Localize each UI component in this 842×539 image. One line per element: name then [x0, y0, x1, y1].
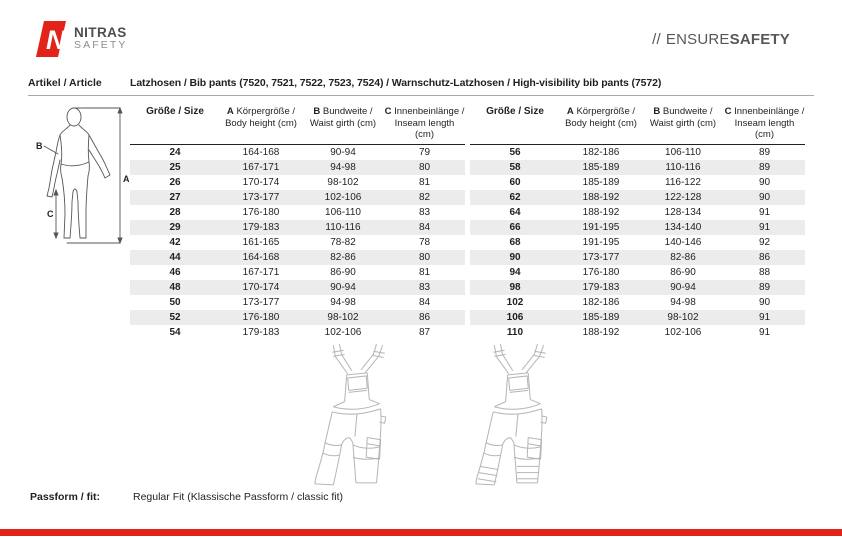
- size-table-row: [130, 250, 465, 265]
- inseam-cell: 84: [418, 296, 431, 308]
- header-de: Bundweite /: [662, 106, 713, 117]
- size-cell: 60: [509, 176, 521, 188]
- waist-girth-cell: 86-90: [670, 266, 696, 278]
- size-cell: 44: [169, 251, 181, 263]
- inseam-cell: 89: [758, 161, 771, 173]
- body-height-cell: 185-189: [582, 176, 620, 188]
- body-height-cell: 179-183: [242, 221, 280, 233]
- header-prefix-c: C: [724, 106, 732, 117]
- size-column-header: Größe / Size: [146, 106, 204, 117]
- inseam-cell: 86: [758, 251, 771, 263]
- waist-girth-cell: 94-98: [670, 296, 696, 308]
- size-table-row: [470, 280, 805, 295]
- inseam-cell: 90: [758, 191, 771, 203]
- waist-girth-cell: 110-116: [665, 161, 701, 173]
- body-height-cell: 182-186: [582, 146, 620, 158]
- logo-letter: N: [46, 25, 66, 55]
- nitras-logo: [35, 20, 127, 58]
- size-cell: 28: [169, 206, 181, 218]
- waist-girth-cell: 122-128: [664, 191, 702, 203]
- body-height-cell: 170-174: [242, 281, 280, 293]
- waist-girth-cell: 102-106: [324, 326, 362, 338]
- body-height-cell: 182-186: [582, 296, 620, 308]
- size-table-body: [130, 145, 465, 340]
- size-cell: 25: [169, 161, 181, 173]
- inseam-cell: 92: [758, 236, 771, 248]
- body-height-cell: 164-168: [242, 251, 280, 263]
- size-table-row: [470, 250, 805, 265]
- size-table-header: [470, 106, 805, 145]
- body-height-cell: 167-171: [242, 161, 280, 173]
- inseam-cell: 81: [418, 266, 431, 278]
- size-table-row: [470, 235, 805, 250]
- size-table-row: [130, 295, 465, 310]
- tagline-safety: SAFETY: [729, 31, 790, 48]
- size-table-row: [470, 310, 805, 325]
- size-table-right: [470, 106, 805, 340]
- header-prefix-b: B: [653, 106, 661, 117]
- article-divider: [28, 95, 814, 96]
- tagline-slashes: //: [652, 31, 661, 48]
- body-height-cell: 188-192: [582, 326, 620, 338]
- header-en: Body height (cm): [565, 117, 637, 129]
- waist-girth-column-header: [302, 106, 384, 129]
- size-table-row: [130, 145, 465, 160]
- size-table-row: [130, 160, 465, 175]
- size-table-row: [130, 205, 465, 220]
- size-table-row: [470, 325, 805, 340]
- body-height-cell: 173-177: [242, 191, 280, 203]
- waist-girth-cell: 106-110: [325, 206, 361, 218]
- size-table-row: [130, 220, 465, 235]
- size-table-header: [130, 106, 465, 145]
- inseam-cell: 81: [418, 176, 431, 188]
- header-prefix-a: A: [226, 106, 234, 117]
- hi-vis-bib-pants-icon: [461, 342, 579, 488]
- body-height-cell: 185-189: [582, 161, 620, 173]
- body-measurement-diagram: [34, 106, 129, 251]
- body-height-cell: 176-180: [242, 206, 280, 218]
- article-value: Latzhosen / Bib pants (7520, 7521, 7522, 7523, 7524) / Warnschutz-Latzhosen / High-visibility bib pants (7572): [130, 77, 662, 89]
- footer-red-bar: [0, 529, 842, 536]
- inseam-cell: 88: [758, 266, 771, 278]
- size-table-row: [130, 325, 465, 340]
- waist-girth-cell: 98-102: [327, 311, 359, 323]
- header-en: Waist girth (cm): [309, 117, 377, 129]
- size-table-row: [470, 205, 805, 220]
- size-table-row: [470, 145, 805, 160]
- logo-text: [74, 26, 127, 51]
- waist-girth-cell: 116-122: [665, 176, 701, 188]
- size-table-row: [470, 175, 805, 190]
- waist-girth-cell: 86-90: [330, 266, 356, 278]
- bib-pants-icon: [300, 342, 418, 488]
- size-cell: 27: [169, 191, 181, 203]
- size-cell: 29: [169, 221, 181, 233]
- size-cell: 56: [509, 146, 521, 158]
- size-cell: 26: [169, 176, 181, 188]
- size-column-header: Größe / Size: [486, 106, 544, 117]
- tagline-ensure: ENSURE: [665, 31, 730, 48]
- size-table-body: [470, 145, 805, 340]
- size-table-row: [130, 235, 465, 250]
- inseam-cell: 78: [418, 236, 431, 248]
- size-cell: 48: [169, 281, 181, 293]
- waist-girth-cell: 134-140: [664, 221, 702, 233]
- body-height-cell: 164-168: [242, 146, 280, 158]
- size-table-row: [470, 220, 805, 235]
- inseam-cell: 90: [758, 296, 771, 308]
- body-height-cell: 161-165: [242, 236, 280, 248]
- body-height-cell: 173-177: [242, 296, 280, 308]
- body-height-cell: 170-174: [242, 176, 280, 188]
- waist-girth-cell: 94-98: [330, 296, 356, 308]
- size-table-row: [130, 175, 465, 190]
- size-table-row: [470, 160, 805, 175]
- measure-label-c: C: [47, 209, 54, 219]
- size-cell: 58: [509, 161, 521, 173]
- brand-subtitle: SAFETY: [74, 39, 128, 51]
- size-cell: 98: [509, 281, 521, 293]
- waist-girth-cell: 98-102: [667, 311, 699, 323]
- body-height-column-header: [220, 106, 302, 129]
- size-cell: 66: [509, 221, 521, 233]
- waist-girth-column-header: [642, 106, 724, 129]
- waist-girth-cell: 140-146: [664, 236, 702, 248]
- tagline: [652, 31, 790, 48]
- measure-arrows: [44, 108, 122, 243]
- fit-label: Passform / fit:: [30, 491, 101, 503]
- inseam-cell: 83: [418, 206, 431, 218]
- size-cell: 90: [509, 251, 521, 263]
- waist-girth-cell: 90-94: [330, 281, 356, 293]
- header-de: Körpergröße /: [576, 106, 636, 117]
- header-de: Innenbeinlänge /: [734, 106, 805, 117]
- inseam-cell: 86: [418, 311, 431, 323]
- body-height-cell: 191-195: [582, 236, 620, 248]
- waist-girth-cell: 78-82: [330, 236, 356, 248]
- waist-girth-cell: 98-102: [327, 176, 359, 188]
- waist-girth-cell: 102-106: [664, 326, 702, 338]
- inseam-cell: 83: [418, 281, 431, 293]
- body-height-cell: 185-189: [582, 311, 620, 323]
- size-table-left: [130, 106, 465, 340]
- waist-girth-cell: 102-106: [324, 191, 362, 203]
- size-table-row: [470, 190, 805, 205]
- header-en: Inseam length (cm): [734, 117, 795, 140]
- size-cell: 42: [169, 236, 181, 248]
- inseam-cell: 84: [418, 221, 431, 233]
- inseam-cell: 91: [758, 311, 771, 323]
- person-outline-icon: [47, 108, 110, 238]
- size-cell: 50: [169, 296, 181, 308]
- body-height-cell: 188-192: [582, 206, 620, 218]
- size-cell: 46: [169, 266, 181, 278]
- bib-pants-illustration-1: [300, 342, 418, 493]
- measure-label-a: A: [123, 174, 129, 184]
- inseam-column-header: [384, 106, 465, 141]
- inseam-cell: 80: [418, 161, 431, 173]
- body-height-cell: 176-180: [582, 266, 620, 278]
- size-cell: 68: [509, 236, 521, 248]
- size-cell: 62: [509, 191, 521, 203]
- waist-girth-cell: 82-86: [330, 251, 356, 263]
- size-table-row: [130, 190, 465, 205]
- header-de: Bundweite /: [322, 106, 373, 117]
- header-prefix-c: C: [384, 106, 392, 117]
- reflective-bands: [478, 466, 539, 481]
- body-height-cell: 176-180: [242, 311, 280, 323]
- size-table-row: [130, 280, 465, 295]
- size-table-row: [470, 265, 805, 280]
- measure-label-b: B: [36, 141, 43, 151]
- waist-girth-cell: 128-134: [664, 206, 702, 218]
- body-height-cell: 179-183: [582, 281, 620, 293]
- inseam-cell: 91: [758, 221, 771, 233]
- fit-value: Regular Fit (Klassische Passform / classic fit): [133, 491, 344, 503]
- header-en: Waist girth (cm): [649, 117, 717, 129]
- size-cell: 94: [509, 266, 521, 278]
- header-prefix-a: A: [566, 106, 574, 117]
- size-cell: 24: [169, 146, 181, 158]
- inseam-cell: 80: [418, 251, 431, 263]
- size-cell: 64: [509, 206, 521, 218]
- size-table-row: [130, 265, 465, 280]
- waist-girth-cell: 94-98: [330, 161, 356, 173]
- size-table-row: [470, 295, 805, 310]
- waist-girth-cell: 106-110: [665, 146, 701, 158]
- header-de: Körpergröße /: [236, 106, 296, 117]
- body-height-cell: 188-192: [582, 191, 620, 203]
- size-cell: 52: [169, 311, 181, 323]
- inseam-cell: 89: [758, 146, 771, 158]
- header-prefix-b: B: [313, 106, 321, 117]
- brand-name: NITRAS: [74, 25, 127, 40]
- article-label: Artikel / Article: [28, 77, 102, 89]
- nitras-logo-icon: [35, 20, 67, 58]
- body-height-cell: 179-183: [242, 326, 280, 338]
- inseam-cell: 87: [418, 326, 431, 338]
- body-height-column-header: [560, 106, 642, 129]
- size-cell: 110: [506, 326, 524, 338]
- size-table-row: [130, 310, 465, 325]
- waist-girth-cell: 90-94: [330, 146, 356, 158]
- body-height-cell: 173-177: [582, 251, 620, 263]
- inseam-cell: 90: [758, 176, 771, 188]
- inseam-cell: 89: [758, 281, 771, 293]
- inseam-cell: 91: [758, 206, 771, 218]
- size-cell: 102: [506, 296, 524, 308]
- inseam-cell: 91: [758, 326, 771, 338]
- header-en: Inseam length (cm): [394, 117, 455, 140]
- body-height-cell: 167-171: [242, 266, 280, 278]
- waist-girth-cell: 82-86: [670, 251, 696, 263]
- header-en: Body height (cm): [225, 117, 297, 129]
- inseam-cell: 82: [418, 191, 431, 203]
- size-cell: 106: [506, 311, 524, 323]
- waist-girth-cell: 110-116: [325, 221, 361, 233]
- waist-girth-cell: 90-94: [670, 281, 696, 293]
- size-cell: 54: [169, 326, 181, 338]
- bib-pants-illustration-2: [461, 342, 579, 493]
- header-de: Innenbeinlänge /: [394, 106, 465, 117]
- inseam-cell: 79: [418, 146, 431, 158]
- body-height-cell: 191-195: [582, 221, 620, 233]
- inseam-column-header: [724, 106, 805, 141]
